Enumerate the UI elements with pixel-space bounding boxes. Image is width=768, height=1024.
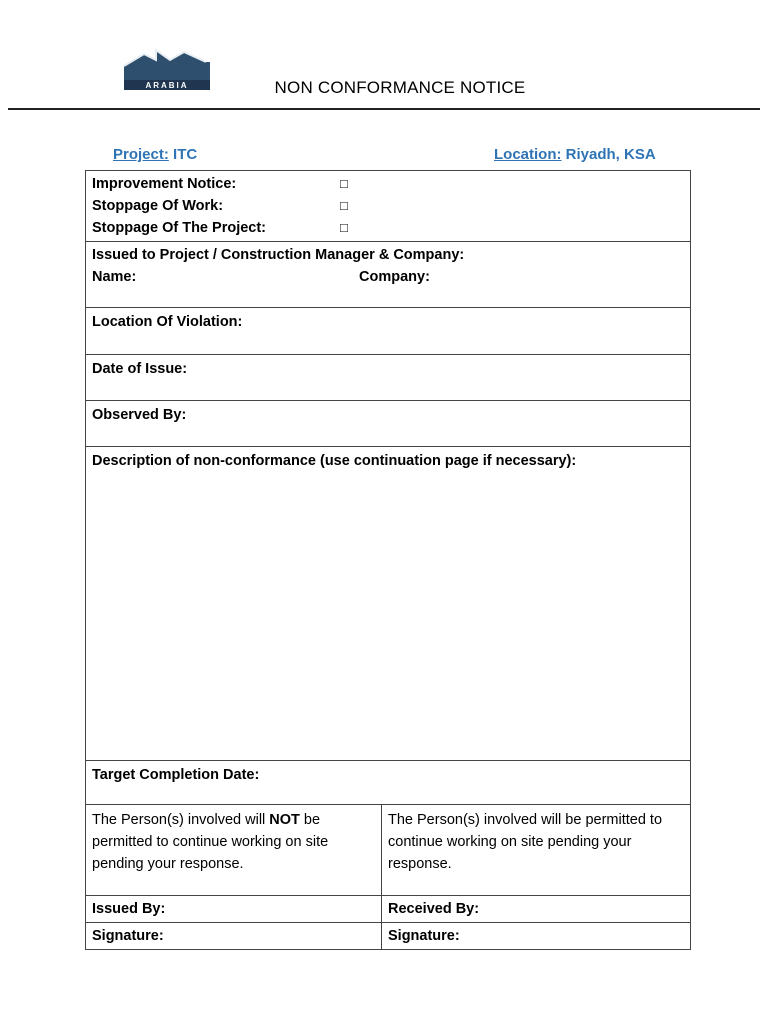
location-value: Riyadh, KSA <box>565 146 656 163</box>
issued-received-row <box>86 896 691 923</box>
issued-by-cell[interactable] <box>86 896 382 923</box>
received-by-cell[interactable] <box>382 896 691 923</box>
signature-left-cell[interactable] <box>86 923 382 950</box>
signature-right-label: Signature: <box>388 928 460 944</box>
location-field <box>494 146 656 163</box>
project-value: ITC <box>173 146 198 163</box>
location-violation-label[interactable]: Location Of Violation: <box>92 314 243 330</box>
signature-row <box>86 923 691 950</box>
location-label: Location: <box>494 146 562 163</box>
date-issue-label[interactable]: Date of Issue: <box>92 361 188 377</box>
logo-text: ARABIA <box>145 81 189 90</box>
stoppage-project-option[interactable] <box>92 217 684 239</box>
stoppage-work-checkbox[interactable]: □ <box>340 198 348 213</box>
company-label[interactable]: Company: <box>359 269 430 285</box>
description-label[interactable]: Description of non-conformance (use continuation page if necessary): <box>92 453 577 469</box>
date-issue-row <box>86 355 691 401</box>
permitted-option[interactable]: The Person(s) involved will be permitted to continue working on site pending your response. <box>382 805 691 896</box>
not-emphasis: NOT <box>269 812 300 828</box>
observed-by-label[interactable]: Observed By: <box>92 407 187 423</box>
document-title: NON CONFORMANCE NOTICE <box>274 78 526 97</box>
stoppage-work-option[interactable] <box>92 195 684 217</box>
improvement-notice-label: Improvement Notice: <box>92 176 237 192</box>
stoppage-project-label: Stoppage Of The Project: <box>92 220 267 236</box>
notice-type-row <box>86 171 691 242</box>
observed-by-row <box>86 401 691 447</box>
permission-row <box>86 805 691 896</box>
issued-to-row <box>86 242 691 308</box>
signature-left-label: Signature: <box>92 928 164 944</box>
header-divider <box>8 108 760 110</box>
project-field <box>113 146 197 163</box>
description-area[interactable] <box>92 472 684 758</box>
stoppage-project-checkbox[interactable]: □ <box>340 220 348 235</box>
target-date-label[interactable]: Target Completion Date: <box>92 767 260 783</box>
target-date-row <box>86 761 691 805</box>
name-label[interactable]: Name: <box>92 269 137 285</box>
improvement-notice-option[interactable] <box>92 173 684 195</box>
improvement-notice-checkbox[interactable]: □ <box>340 176 348 191</box>
nonconformance-form <box>85 170 691 950</box>
issued-by-label: Issued By: <box>92 901 166 917</box>
location-violation-row <box>86 308 691 355</box>
issued-to-heading: Issued to Project / Construction Manager & Company: <box>92 247 465 263</box>
project-label: Project: <box>113 146 169 163</box>
received-by-label: Received By: <box>388 901 480 917</box>
description-row <box>86 447 691 761</box>
signature-right-cell[interactable] <box>382 923 691 950</box>
not-permitted-option[interactable]: The Person(s) involved will NOT be permitted to continue working on site pending your response. <box>86 805 382 896</box>
stoppage-work-label: Stoppage Of Work: <box>92 198 224 214</box>
